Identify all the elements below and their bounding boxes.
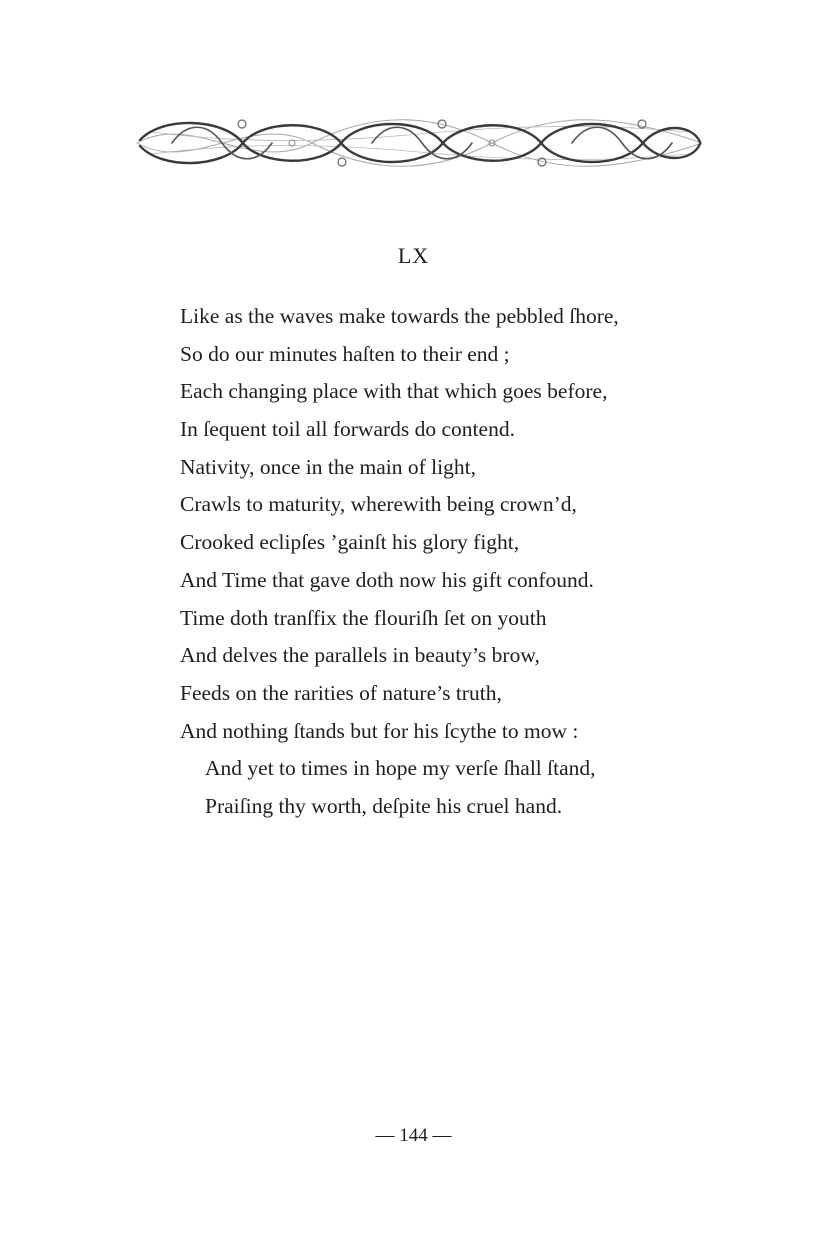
sonnet-line-4: In ſequent toil all forwards do contend. — [180, 417, 515, 442]
sonnet-line-7: Crooked eclipſes ’gainſt his glory fight, — [180, 530, 520, 555]
sonnet-line-9: Time doth tranſfix the flouriſh ſet on youth — [180, 605, 547, 630]
sonnet-line-12: And nothing ſtands but for his ſcythe to mow : — [180, 718, 579, 743]
sonnet-line-1: Like as the waves make towards the pebbled ſhore, — [180, 304, 619, 328]
page-number: — 144 — — [375, 1125, 452, 1146]
sonnet-line-3: Each changing place with that which goes before, — [180, 379, 608, 404]
sonnet-line-11: Feeds on the rarities of nature’s truth, — [180, 680, 502, 705]
sonnet-body — [180, 298, 740, 826]
sonnet-line-5: Nativity, once in the main of light, — [180, 454, 476, 479]
interlaced-scroll-ornament-icon — [132, 112, 707, 174]
sonnet-line-2: So do our minutes haſten to their end ; — [180, 341, 510, 366]
sonnet-line-10: And delves the parallels in beauty’s brow, — [180, 643, 540, 668]
sonnet-line-14: Praiſing thy worth, deſpite his cruel hand. — [205, 793, 563, 818]
sonnet-line-8: And Time that gave doth now his gift confound. — [180, 567, 594, 592]
sonnet-number: LX — [397, 243, 430, 268]
sonnet-line-13: And yet to times in hope my verſe ſhall ſtand, — [205, 756, 596, 781]
sonnet-line-6: Crawls to maturity, wherewith being crown’d, — [180, 492, 577, 517]
